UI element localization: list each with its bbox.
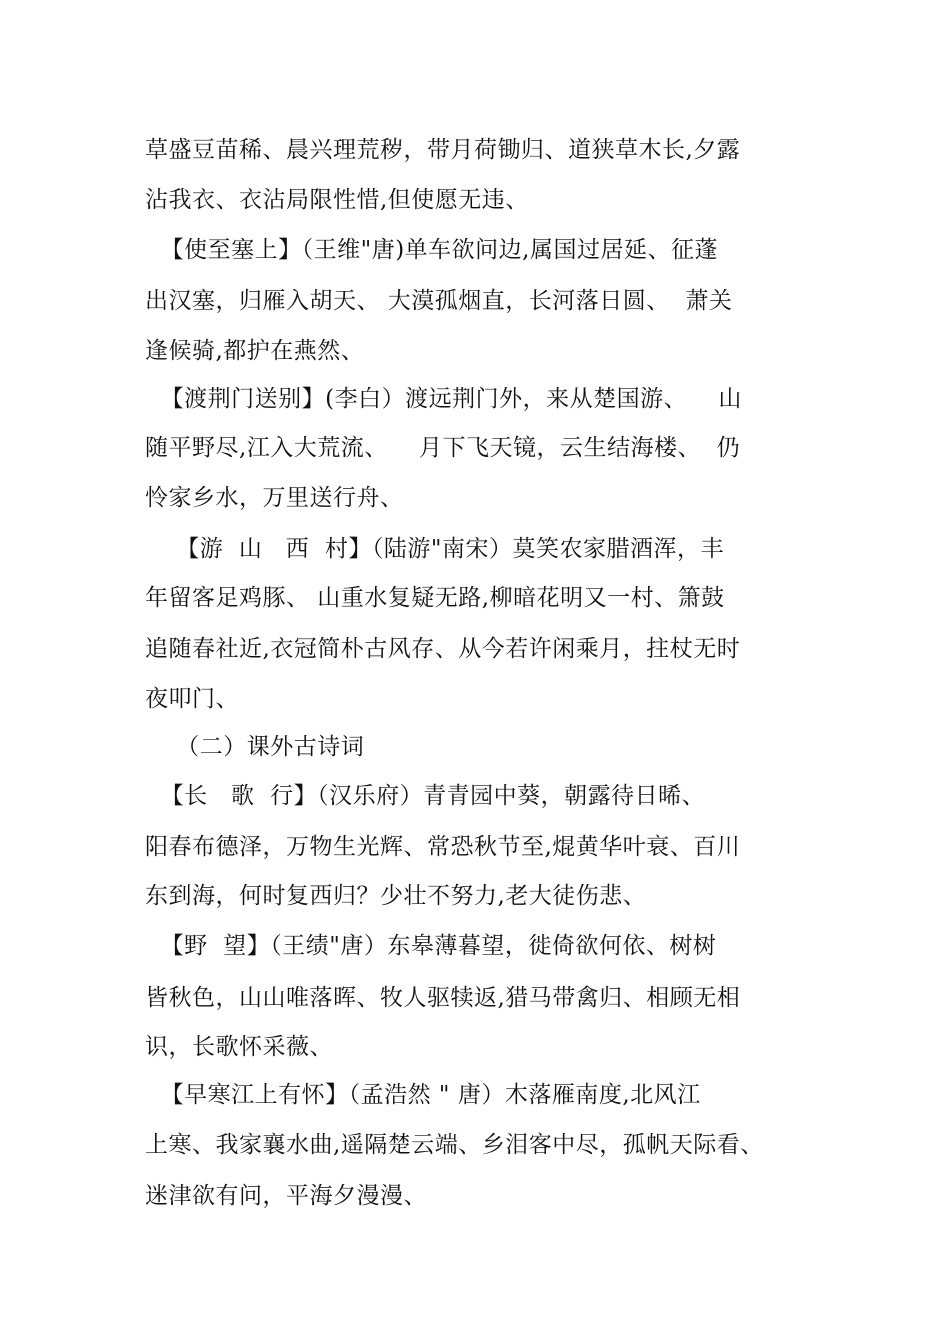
text-line: 识，长歌怀采薇、 xyxy=(145,1034,333,1060)
text-line: 迷津欲有问，平海夕漫漫、 xyxy=(145,1183,427,1209)
text-line: 追随春社近,衣冠简朴古风存、从今若许闲乘月，拄杖无时 xyxy=(145,636,741,662)
text-line: 逢候骑,都护在燕然、 xyxy=(145,338,365,364)
text-line: 出汉塞，归雁入胡天、 大漠孤烟直，长河落日圆、 萧关 xyxy=(145,288,733,314)
text-line: 沾我衣、衣沾局限性惜,但使愿无违、 xyxy=(145,187,529,213)
text-line: 上寒、我家襄水曲,遥隔楚云端、乡泪客中尽，孤帆天际看、 xyxy=(145,1132,764,1158)
text-line: 【使至塞上】（王维"唐)单车欲问边,属国过居延、征蓬 xyxy=(145,237,718,263)
text-line: 皆秋色，山山唯落晖、牧人驱犊返,猎马带禽归、相顾无相 xyxy=(145,985,741,1011)
text-line: 随平野尽,江入大荒流、 月下飞天镜，云生结海楼、 仍 xyxy=(145,435,741,461)
text-line: 【渡荆门送别】(李白）渡远荆门外，来从楚国游、 山 xyxy=(145,386,742,412)
text-line: 【长 歌 行】（汉乐府）青青园中葵，朝露待日晞、 xyxy=(145,783,706,809)
text-line: 草盛豆苗稀、晨兴理荒秽，带月荷锄归、道狭草木长,夕露 xyxy=(145,137,741,163)
text-line: 阳春布德泽，万物生光辉、常恐秋节至,焜黄华叶衰、百川 xyxy=(145,834,741,860)
text-line: 【早寒江上有怀】（孟浩然 " 唐）木落雁南度,北风江 xyxy=(145,1082,701,1108)
text-line: 夜叩门、 xyxy=(145,686,239,712)
text-line: 【野 望】（王绩"唐）东皋薄暮望，徙倚欲何依、树树 xyxy=(145,933,717,959)
section-heading: （二）课外古诗词 xyxy=(145,734,365,760)
text-line: 【游 山 西 村】（陆游"南宋）莫笑农家腊酒浑，丰 xyxy=(145,536,725,562)
text-line: 怜家乡水，万里送行舟、 xyxy=(145,485,404,511)
text-line: 东到海，何时复西归？少壮不努力,老大徒伤悲、 xyxy=(145,883,647,909)
text-line: 年留客足鸡豚、 山重水复疑无路,柳暗花明又一村、箫鼓 xyxy=(145,585,725,611)
